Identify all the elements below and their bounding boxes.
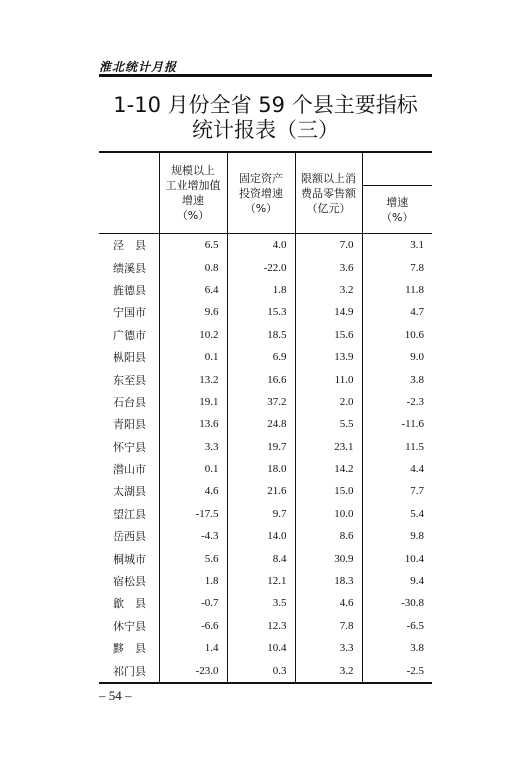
industry-growth-cell: 13.6 (159, 413, 227, 435)
investment-growth-cell: 12.1 (227, 570, 295, 592)
retail-sales-cell: 30.9 (295, 547, 362, 569)
journal-header: 淮北统计月报 (99, 60, 178, 74)
retail-sales-cell: 10.0 (295, 503, 362, 525)
county-name: 东至县 (113, 373, 146, 387)
county-name: 广德市 (113, 328, 146, 342)
table-row (99, 279, 432, 301)
retail-sales-cell: 3.2 (295, 279, 362, 301)
investment-growth-header: 固定资产 投资增速 （%） (227, 152, 295, 234)
county-statistics-table (99, 151, 432, 684)
industry-growth-cell: -4.3 (159, 525, 227, 547)
retail-sales-cell: 11.0 (295, 368, 362, 390)
industry-growth-cell: 1.8 (159, 570, 227, 592)
table-row (99, 256, 432, 278)
industry-growth-cell: -23.0 (159, 659, 227, 682)
industry-growth-cell: 0.1 (159, 458, 227, 480)
investment-growth-cell: 9.7 (227, 503, 295, 525)
retail-growth-cell: 4.4 (362, 458, 432, 480)
table-row (99, 547, 432, 569)
header-rule (99, 74, 432, 77)
county-name: 桐城市 (113, 552, 146, 566)
retail-sales-cell: 14.9 (295, 301, 362, 323)
table-row (99, 592, 432, 614)
retail-growth-cell: -30.8 (362, 592, 432, 614)
retail-growth-header: 增速 （%） (362, 186, 432, 234)
retail-growth-cell: 7.8 (362, 256, 432, 278)
retail-header-top (362, 152, 432, 186)
investment-growth-cell: 4.0 (227, 234, 295, 257)
page-number: – 54 – (99, 688, 132, 703)
table-row (99, 503, 432, 525)
investment-growth-cell: 12.3 (227, 615, 295, 637)
county-name: 枞阳县 (113, 351, 146, 365)
retail-sales-cell: 8.6 (295, 525, 362, 547)
retail-growth-cell: 9.4 (362, 570, 432, 592)
investment-growth-cell: 37.2 (227, 391, 295, 413)
investment-growth-cell: 15.3 (227, 301, 295, 323)
retail-growth-cell: 5.4 (362, 503, 432, 525)
retail-growth-cell: -6.5 (362, 615, 432, 637)
county-name: 旌德县 (113, 283, 146, 297)
county-name: 岳西县 (113, 530, 146, 544)
table-row (99, 234, 432, 257)
industry-growth-cell: 6.5 (159, 234, 227, 257)
industry-growth-cell: -0.7 (159, 592, 227, 614)
table-row (99, 346, 432, 368)
industry-growth-cell: 5.6 (159, 547, 227, 569)
retail-growth-cell: 9.8 (362, 525, 432, 547)
retail-growth-cell: 9.0 (362, 346, 432, 368)
table-row (99, 458, 432, 480)
retail-growth-cell: 4.7 (362, 301, 432, 323)
table-row (99, 413, 432, 435)
industry-growth-cell: 10.2 (159, 324, 227, 346)
retail-growth-cell: -11.6 (362, 413, 432, 435)
retail-sales-cell: 13.9 (295, 346, 362, 368)
investment-growth-cell: 18.0 (227, 458, 295, 480)
county-name: 青阳县 (113, 418, 146, 432)
retail-sales-cell: 15.6 (295, 324, 362, 346)
retail-sales-cell: 18.3 (295, 570, 362, 592)
investment-growth-cell: 18.5 (227, 324, 295, 346)
retail-growth-cell: 11.5 (362, 436, 432, 458)
table-row (99, 525, 432, 547)
industry-growth-cell: 0.1 (159, 346, 227, 368)
table-row (99, 324, 432, 346)
table-row (99, 637, 432, 659)
county-name: 泾 县 (99, 234, 159, 257)
investment-growth-cell: 10.4 (227, 637, 295, 659)
page-title-line1: 1-10 月份全省 59 个县主要指标 (113, 93, 418, 117)
table-row (99, 436, 432, 458)
industry-growth-cell: 6.4 (159, 279, 227, 301)
investment-growth-cell: 16.6 (227, 368, 295, 390)
table-row (99, 480, 432, 502)
table-row (99, 615, 432, 637)
county-name: 祁门县 (99, 659, 159, 682)
industry-growth-cell: 3.3 (159, 436, 227, 458)
county-name: 太湖县 (113, 485, 146, 499)
retail-sales-cell: 3.6 (295, 256, 362, 278)
retail-sales-cell: 14.2 (295, 458, 362, 480)
industry-growth-cell: -17.5 (159, 503, 227, 525)
investment-growth-cell: 21.6 (227, 480, 295, 502)
retail-sales-cell: 7.0 (295, 234, 362, 257)
table-row (99, 301, 432, 323)
county-name: 潜山市 (113, 463, 146, 477)
county-name: 怀宁县 (113, 440, 146, 454)
retail-growth-cell: 10.6 (362, 324, 432, 346)
investment-growth-cell: 0.3 (227, 659, 295, 682)
county-name: 宿松县 (113, 575, 146, 589)
county-name: 望江县 (113, 507, 146, 521)
retail-sales-cell: 23.1 (295, 436, 362, 458)
industry-growth-cell: -6.6 (159, 615, 227, 637)
retail-sales-cell: 3.2 (295, 659, 362, 682)
retail-sales-cell: 3.3 (295, 637, 362, 659)
retail-growth-cell: 11.8 (362, 279, 432, 301)
retail-growth-cell: 3.1 (362, 234, 432, 257)
page-title-line2: 统计报表（三） (192, 118, 339, 142)
retail-sales-cell: 7.8 (295, 615, 362, 637)
investment-growth-cell: 19.7 (227, 436, 295, 458)
industry-growth-cell: 9.6 (159, 301, 227, 323)
retail-sales-cell: 4.6 (295, 592, 362, 614)
investment-growth-cell: 24.8 (227, 413, 295, 435)
retail-sales-header: 限额以上消 费品零售额 （亿元） (295, 152, 362, 234)
industry-growth-cell: 19.1 (159, 391, 227, 413)
retail-growth-cell: 7.7 (362, 480, 432, 502)
investment-growth-cell: -22.0 (227, 256, 295, 278)
investment-growth-cell: 3.5 (227, 592, 295, 614)
county-name: 绩溪县 (113, 261, 146, 275)
retail-sales-cell: 5.5 (295, 413, 362, 435)
investment-growth-cell: 6.9 (227, 346, 295, 368)
retail-growth-cell: 3.8 (362, 637, 432, 659)
retail-growth-cell: -2.5 (362, 659, 432, 682)
industry-growth-cell: 0.8 (159, 256, 227, 278)
investment-growth-cell: 1.8 (227, 279, 295, 301)
county-header-cell (99, 152, 159, 234)
industry-growth-cell: 4.6 (159, 480, 227, 502)
retail-growth-cell: 10.4 (362, 547, 432, 569)
investment-growth-cell: 8.4 (227, 547, 295, 569)
retail-growth-cell: -2.3 (362, 391, 432, 413)
county-name: 宁国市 (113, 306, 146, 320)
industry-growth-header: 规模以上 工业增加值 增速 （%） (159, 152, 227, 234)
table-row (99, 368, 432, 390)
county-name: 休宁县 (113, 619, 146, 633)
retail-sales-cell: 2.0 (295, 391, 362, 413)
investment-growth-cell: 14.0 (227, 525, 295, 547)
retail-sales-cell: 15.0 (295, 480, 362, 502)
table-row (99, 570, 432, 592)
county-name: 黟 县 (113, 642, 146, 656)
table-row (99, 659, 432, 682)
county-name: 歙 县 (113, 597, 146, 611)
county-name: 石台县 (113, 395, 146, 409)
table-row (99, 391, 432, 413)
industry-growth-cell: 13.2 (159, 368, 227, 390)
industry-growth-cell: 1.4 (159, 637, 227, 659)
retail-growth-cell: 3.8 (362, 368, 432, 390)
